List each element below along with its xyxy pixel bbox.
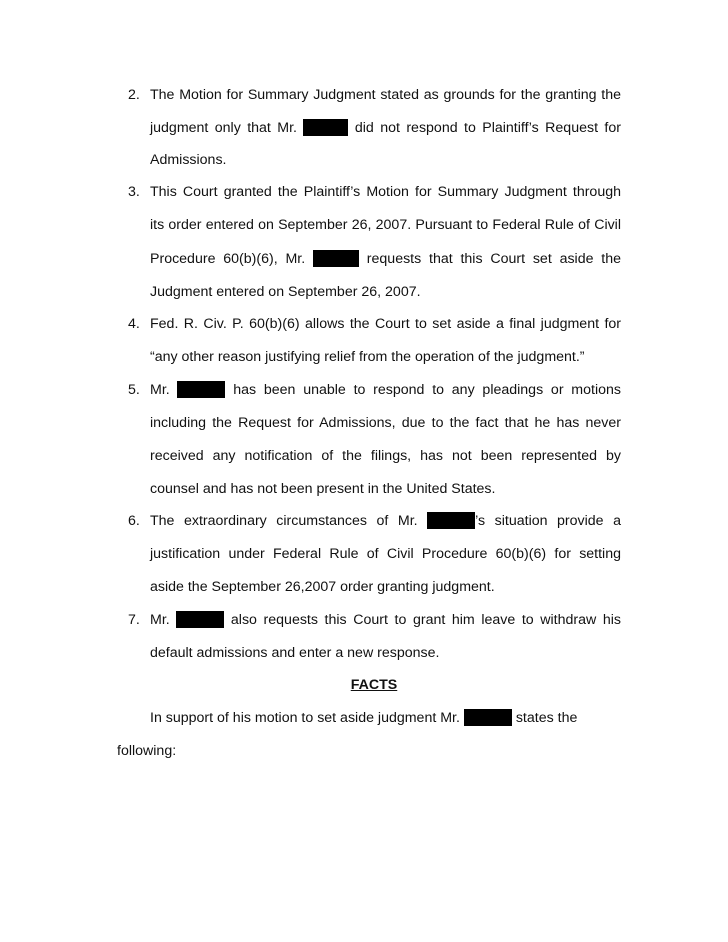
item-3-line-1: This Court granted the Plaintiff’s Motion for Summary Judgment through bbox=[150, 184, 621, 200]
item-6-line-1: The extraordinary circumstances of Mr. ’s situation provide a bbox=[150, 513, 621, 529]
item-6-line-3: aside the September 26,2007 order granting judgment. bbox=[150, 579, 495, 595]
item-number: 3. bbox=[128, 184, 140, 200]
item-number: 2. bbox=[128, 87, 140, 103]
item-7-line-1: Mr. also requests this Court to grant him leave to withdraw his bbox=[150, 612, 621, 628]
item-number: 5. bbox=[128, 382, 140, 398]
item-5-line-4: counsel and has not been present in the United States. bbox=[150, 481, 496, 497]
item-5-line-1: Mr. has been unable to respond to any pleadings or motions bbox=[150, 382, 621, 398]
redaction-box bbox=[464, 709, 512, 726]
item-7-line-2: default admissions and enter a new response. bbox=[150, 645, 440, 661]
item-3-line-2: its order entered on September 26, 2007. Pursuant to Federal Rule of Civil bbox=[150, 217, 621, 233]
redaction-box bbox=[176, 611, 224, 628]
item-5-line-2: including the Request for Admissions, due to the fact that he has never bbox=[150, 415, 621, 431]
redaction-box bbox=[313, 250, 359, 267]
item-number: 4. bbox=[128, 316, 140, 332]
item-2-line-2: judgment only that Mr. did not respond to Plaintiff’s Request for bbox=[150, 120, 621, 136]
redaction-box bbox=[303, 119, 348, 136]
item-4-line-1: Fed. R. Civ. P. 60(b)(6) allows the Court to set aside a final judgment for bbox=[150, 316, 621, 332]
item-3-line-3: Procedure 60(b)(6), Mr. requests that this Court set aside the bbox=[150, 251, 622, 267]
section-heading-facts: FACTS bbox=[350, 677, 398, 693]
item-6-line-2: justification under Federal Rule of Civil Procedure 60(b)(6) for setting bbox=[150, 546, 621, 562]
facts-line-1: In support of his motion to set aside judgment Mr. states the bbox=[150, 710, 578, 726]
item-2-line-3: Admissions. bbox=[150, 152, 227, 168]
item-2-line-1: The Motion for Summary Judgment stated as grounds for the granting the bbox=[150, 87, 621, 103]
facts-line-2: following: bbox=[117, 743, 177, 759]
redaction-box bbox=[427, 512, 475, 529]
item-number: 7. bbox=[128, 612, 140, 628]
item-4-line-2: “any other reason justifying relief from the operation of the judgment.” bbox=[150, 349, 585, 365]
item-number: 6. bbox=[128, 513, 140, 529]
redaction-box bbox=[177, 381, 225, 398]
item-3-line-4: Judgment entered on September 26, 2007. bbox=[150, 284, 421, 300]
item-5-line-3: received any notification of the filings, has not been represented by bbox=[150, 448, 621, 464]
